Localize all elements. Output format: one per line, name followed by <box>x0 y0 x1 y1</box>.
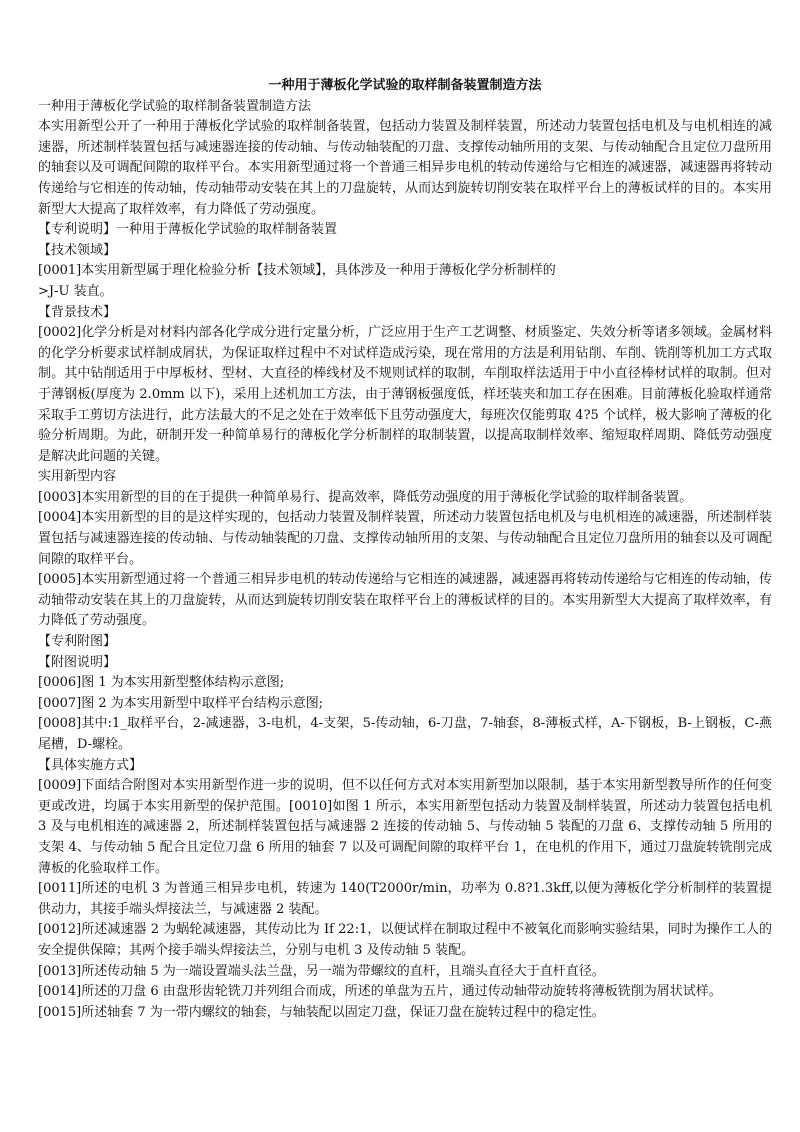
body-paragraph: [0015]所述轴套 7 为一带内螺纹的轴套，与轴装配以固定刀盘，保证刀盘在旋转过程中的稳定性。 <box>38 1004 605 1020</box>
body-paragraph: [0014]所述的刀盘 6 由盘形齿轮铣刀并列组合而成，所述的单盘为五片，通过传动轴带动旋转将薄板铣削为屑状试样。 <box>38 984 722 1000</box>
section-heading: 【专利说明】一种用于薄板化学试验的取样制备装置 <box>38 222 338 238</box>
section-heading: 【具体实施方式】 <box>38 757 143 773</box>
body-paragraph: [0006]图 1 为本实用新型整体结构示意图; <box>38 675 285 691</box>
section-heading: 【技术领域】 <box>38 242 117 258</box>
document-subtitle: 一种用于薄板化学试验的取样制备装置制造方法 <box>38 98 312 114</box>
body-paragraph: [0008]其中:1_取样平台，2-减速器，3-电机，4-支架，5-传动轴，6-刀盘，7-轴套，8-薄板式样，A-下钢板，B-上钢板，C-燕尾槽，D-螺栓。 <box>38 716 772 752</box>
body-paragraph: [0012]所述减速器 2 为蜗轮减速器，其传动比为 If 22:1，以便试样在制取过程中不被氧化而影响实验结果，同时为操作工人的安全提供保障；其两个接手端头焊接法兰，分别与电机 3 及传动轴 5 装配。 <box>38 922 772 958</box>
body-paragraph: [0005]本实用新型通过将一个普通三相异步电机的转动传递给与它相连的减速器，减速器再将转动传递给与它相连的传动轴，传动轴带动安装在其上的刀盘旋转，从而达到旋转切削安装在取样平台上的薄板试样的目的。本实用新型大大提高了取样效率，有力降低了劳动强度。 <box>38 572 772 629</box>
body-paragraph: [0007]图 2 为本实用新型中取样平台结构示意图; <box>38 695 324 711</box>
body-paragraph: [0009]下面结合附图对本实用新型作进一步的说明，但不以任何方式对本实用新型加以限制，基于本实用新型教导所作的任何变更或改进，均属于本实用新型的保护范围。[0010]如图 1 所示，本实用新型包括动力装置及制样装置，所述动力装置包括电机 3 及与电机相连的减速器 2，所述制样装置包括与减速器 2 连接的传动轴 5、与传动轴 5 装配的刀盘 6、支撑传动轴 5 所用的支架 4、与传动轴 5 配合且定位刀盘 6 所用的轴套 7 以及可调配间隙的取样平台 1，在电机的作用下，通过刀盘旋转铣削完成薄板的化验取样工作。 <box>38 778 777 876</box>
section-heading: 【附图说明】 <box>38 654 117 670</box>
page-title: 一种用于薄板化学试验的取样制备装置制造方法 <box>268 78 542 93</box>
body-paragraph: [0001]本实用新型属于理化检验分析【技术领域】，具体涉及一种用于薄板化学分析制样的 >J-U 装直。 <box>38 263 556 299</box>
section-heading: 【背景技术】 <box>38 304 117 320</box>
abstract-paragraph: 本实用新型公开了一种用于薄板化学试验的取样制备装置，包括动力装置及制样装置，所述动力装置包括电机及与电机相连的减速器，所述制样装置包括与减速器连接的传动轴、与传动轴装配的刀盘、支撑传动轴所用的支架、与传动轴配合且定位刀盘所用的轴套以及可调配间隙的取样平台。本实用新型通过将一个普通三相异步电机的转动传递给与它相连的减速器，减速器再将转动传递给与它相连的传动轴，传动轴带动安装在其上的刀盘旋转，从而达到旋转切削安装在取样平台上的薄板试样的目的。本实用新型大大提高了取样效率，有力降低了劳动强度。 <box>38 119 772 217</box>
body-paragraph: [0002]化学分析是对材料内部各化学成分进行定量分析，广泛应用于生产工艺调整、材质鉴定、失效分析等诸多领域。金属材料的化学分析要求试样制成屑状，为保证取样过程中不对试样造成污染，现在常用的方法是利用钻削、车削、铣削等机加工方式取制。其中钻削适用于中厚板材、型材、大直径的棒线材及不规则试样的取制，车削取样法适用于中小直径棒材试样的取制。但对于薄钢板(厚度为 2.0mm 以下)，采用上述机加工方法，由于薄钢板强度低，样坯装夹和加工存在困难。目前薄板化验取样通常采取手工剪切方法进行，此方法最大的不足之处在于效率低下且劳动强度大，每班次仅能剪取 4?5 个试样，极大影响了薄板的化验分析周期。为此，研制开发一种简单易行的薄板化学分析制样的取制装置，以提高取制样效率、缩短取样周期、降低劳动强度是解决此问题的关键。 <box>38 325 772 464</box>
body-paragraph: [0004]本实用新型的目的是这样实现的，包括动力装置及制样装置，所述动力装置包括电机及与电机相连的减速器，所述制样装置包括与减速器连接的传动轴、与传动轴装配的刀盘、支撑传动轴所用的支架、与传动轴配合且定位刀盘所用的轴套以及可调配间隙的取样平台。 <box>38 510 772 567</box>
body-paragraph: [0003]本实用新型的目的在于提供一种简单易行、提高效率，降低劳动强度的用于薄板化学试验的取样制备装置。 <box>38 489 693 505</box>
section-heading: 实用新型内容 <box>38 469 117 485</box>
document-body <box>38 220 777 1023</box>
body-paragraph: [0013]所述传动轴 5 为一端设置端头法兰盘，另一端为带螺纹的直杆，且端头直径大于直杆直径。 <box>38 963 605 979</box>
section-heading: 【专利附图】 <box>38 634 117 650</box>
body-paragraph: [0011]所述的电机 3 为普通三相异步电机，转速为 140(T2000r/min，功率为 0.8?1.3kff,以便为薄板化学分析制样的装置提供动力，其接手端头焊接法兰，与减速器 2 装配。 <box>38 881 772 917</box>
